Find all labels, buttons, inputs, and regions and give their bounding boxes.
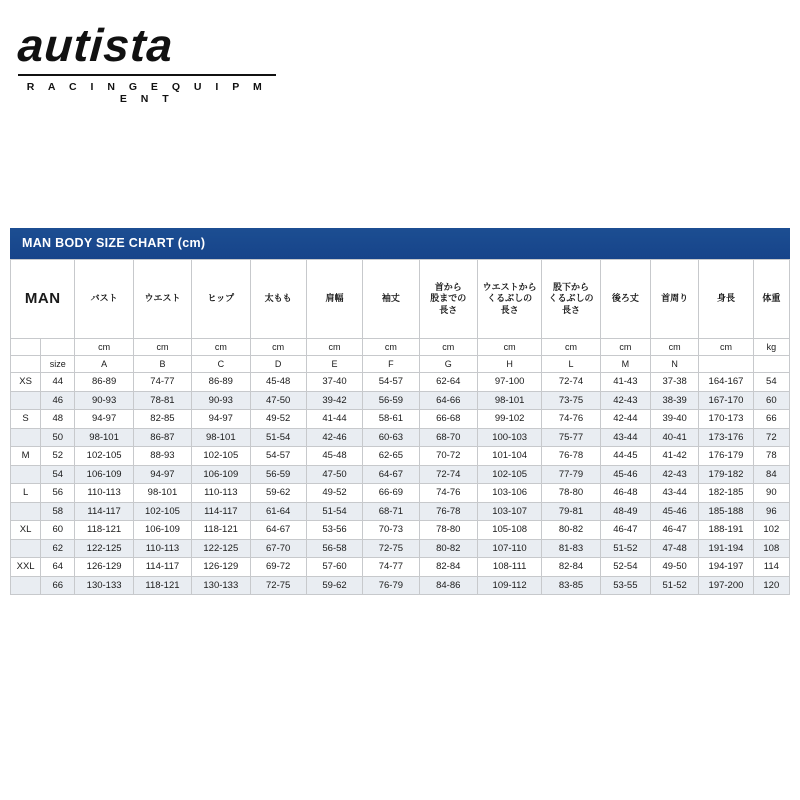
cell-col-6: 70-72 (419, 447, 477, 466)
size-label-cell: size (41, 356, 75, 373)
cell-col-8: 79-81 (542, 502, 600, 521)
cell-col-8: 80-82 (542, 521, 600, 540)
cell-col-1: 110-113 (133, 539, 191, 558)
cell-col-4: 56-58 (306, 539, 362, 558)
cell-col-3: 47-50 (250, 391, 306, 410)
cell-col-2: 86-89 (192, 373, 250, 392)
header-col-10: 首周り (651, 260, 699, 339)
table-row (11, 539, 790, 558)
cell-col-11: 191-194 (699, 539, 753, 558)
cell-col-8: 72-74 (542, 373, 600, 392)
unit-blank-1 (11, 339, 41, 356)
cell-col-8: 74-76 (542, 410, 600, 429)
cell-col-9: 53-55 (600, 576, 650, 595)
cell-col-6: 80-82 (419, 539, 477, 558)
cell-col-11: 197-200 (699, 576, 753, 595)
cell-col-0: 130-133 (75, 576, 133, 595)
cell-col-6: 68-70 (419, 428, 477, 447)
row-size-label (11, 465, 41, 484)
cell-col-4: 47-50 (306, 465, 362, 484)
cell-col-12: 108 (753, 539, 789, 558)
cell-col-7: 108-111 (477, 558, 541, 577)
row-size-label: S (11, 410, 41, 429)
cell-col-11: 176-179 (699, 447, 753, 466)
cell-col-12: 84 (753, 465, 789, 484)
header-col-11: 身長 (699, 260, 753, 339)
cell-col-2: 98-101 (192, 428, 250, 447)
cell-col-4: 39-42 (306, 391, 362, 410)
cell-col-12: 120 (753, 576, 789, 595)
table-row (11, 391, 790, 410)
table-header (11, 260, 790, 373)
cell-col-4: 37-40 (306, 373, 362, 392)
cell-col-10: 47-48 (651, 539, 699, 558)
header-col-7: ウエストから くるぶしの 長さ (477, 260, 541, 339)
cell-col-4: 49-52 (306, 484, 362, 503)
table-row (11, 428, 790, 447)
cell-col-1: 74-77 (133, 373, 191, 392)
header-col-5: 袖丈 (363, 260, 419, 339)
cell-col-3: 72-75 (250, 576, 306, 595)
cell-col-6: 66-68 (419, 410, 477, 429)
header-col-12: 体重 (753, 260, 789, 339)
cell-col-12: 72 (753, 428, 789, 447)
row-size-label (11, 391, 41, 410)
table-body (11, 373, 790, 595)
cell-col-10: 42-43 (651, 465, 699, 484)
cell-col-11: 170-173 (699, 410, 753, 429)
cell-col-1: 88-93 (133, 447, 191, 466)
row-size-number: 50 (41, 428, 75, 447)
cell-col-2: 90-93 (192, 391, 250, 410)
header-col-1: ウエスト (133, 260, 191, 339)
row-size-label: XL (11, 521, 41, 540)
cell-col-10: 43-44 (651, 484, 699, 503)
cell-col-0: 126-129 (75, 558, 133, 577)
cell-col-5: 68-71 (363, 502, 419, 521)
cell-col-6: 64-66 (419, 391, 477, 410)
header-col-0: バスト (75, 260, 133, 339)
table-row (11, 465, 790, 484)
cell-col-9: 43-44 (600, 428, 650, 447)
cell-col-7: 109-112 (477, 576, 541, 595)
cell-col-10: 49-50 (651, 558, 699, 577)
cell-col-7: 103-106 (477, 484, 541, 503)
letter-col-9: M (600, 356, 650, 373)
unit-col-4: cm (306, 339, 362, 356)
cell-col-2: 126-129 (192, 558, 250, 577)
header-col-8: 股下から くるぶしの 長さ (542, 260, 600, 339)
cell-col-3: 59-62 (250, 484, 306, 503)
brand-tagline: R A C I N G E Q U I P M E N T (26, 81, 268, 105)
cell-col-8: 77-79 (542, 465, 600, 484)
cell-col-6: 76-78 (419, 502, 477, 521)
unit-col-0: cm (75, 339, 133, 356)
cell-col-3: 64-67 (250, 521, 306, 540)
header-man: MAN (11, 260, 75, 339)
cell-col-5: 58-61 (363, 410, 419, 429)
row-size-label: L (11, 484, 41, 503)
cell-col-7: 102-105 (477, 465, 541, 484)
cell-col-12: 114 (753, 558, 789, 577)
row-size-number: 54 (41, 465, 75, 484)
table-row (11, 576, 790, 595)
letter-col-11 (699, 356, 753, 373)
cell-col-0: 118-121 (75, 521, 133, 540)
row-size-number: 66 (41, 576, 75, 595)
cell-col-1: 94-97 (133, 465, 191, 484)
header-row-letters (11, 356, 790, 373)
cell-col-8: 76-78 (542, 447, 600, 466)
brand-wordmark: autista (16, 19, 176, 71)
letter-col-4: E (306, 356, 362, 373)
row-size-number: 64 (41, 558, 75, 577)
cell-col-6: 72-74 (419, 465, 477, 484)
cell-col-5: 64-67 (363, 465, 419, 484)
cell-col-7: 99-102 (477, 410, 541, 429)
cell-col-10: 45-46 (651, 502, 699, 521)
cell-col-9: 52-54 (600, 558, 650, 577)
cell-col-0: 90-93 (75, 391, 133, 410)
row-size-label (11, 428, 41, 447)
cell-col-1: 106-109 (133, 521, 191, 540)
cell-col-2: 122-125 (192, 539, 250, 558)
row-size-label: XS (11, 373, 41, 392)
cell-col-2: 102-105 (192, 447, 250, 466)
unit-col-3: cm (250, 339, 306, 356)
cell-col-1: 98-101 (133, 484, 191, 503)
table-row (11, 521, 790, 540)
brand-logo (16, 19, 288, 105)
cell-col-3: 61-64 (250, 502, 306, 521)
header-row-labels (11, 260, 790, 339)
cell-col-7: 107-110 (477, 539, 541, 558)
letter-col-1: B (133, 356, 191, 373)
cell-col-7: 105-108 (477, 521, 541, 540)
cell-col-8: 75-77 (542, 428, 600, 447)
cell-col-7: 100-103 (477, 428, 541, 447)
cell-col-3: 67-70 (250, 539, 306, 558)
cell-col-4: 59-62 (306, 576, 362, 595)
row-size-label (11, 539, 41, 558)
table-row (11, 484, 790, 503)
cell-col-11: 167-170 (699, 391, 753, 410)
cell-col-4: 51-54 (306, 502, 362, 521)
cell-col-5: 54-57 (363, 373, 419, 392)
cell-col-1: 82-85 (133, 410, 191, 429)
cell-col-12: 78 (753, 447, 789, 466)
table-row (11, 558, 790, 577)
cell-col-8: 81-83 (542, 539, 600, 558)
cell-col-9: 41-43 (600, 373, 650, 392)
cell-col-7: 101-104 (477, 447, 541, 466)
unit-col-11: cm (699, 339, 753, 356)
size-chart-section (10, 228, 790, 595)
cell-col-0: 98-101 (75, 428, 133, 447)
cell-col-4: 42-46 (306, 428, 362, 447)
cell-col-9: 46-48 (600, 484, 650, 503)
cell-col-3: 51-54 (250, 428, 306, 447)
cell-col-5: 62-65 (363, 447, 419, 466)
cell-col-2: 114-117 (192, 502, 250, 521)
header-col-9: 後ろ丈 (600, 260, 650, 339)
unit-col-1: cm (133, 339, 191, 356)
logo-divider (18, 74, 276, 76)
cell-col-7: 97-100 (477, 373, 541, 392)
cell-col-4: 41-44 (306, 410, 362, 429)
cell-col-5: 60-63 (363, 428, 419, 447)
cell-col-12: 90 (753, 484, 789, 503)
cell-col-6: 78-80 (419, 521, 477, 540)
cell-col-5: 72-75 (363, 539, 419, 558)
header-col-6: 首から 股までの 長さ (419, 260, 477, 339)
cell-col-0: 106-109 (75, 465, 133, 484)
unit-col-10: cm (651, 339, 699, 356)
cell-col-3: 54-57 (250, 447, 306, 466)
cell-col-1: 102-105 (133, 502, 191, 521)
cell-col-0: 114-117 (75, 502, 133, 521)
table-row (11, 410, 790, 429)
cell-col-12: 54 (753, 373, 789, 392)
letter-col-8: L (542, 356, 600, 373)
row-size-label: M (11, 447, 41, 466)
row-size-number: 48 (41, 410, 75, 429)
cell-col-5: 66-69 (363, 484, 419, 503)
row-size-number: 58 (41, 502, 75, 521)
cell-col-1: 86-87 (133, 428, 191, 447)
cell-col-6: 74-76 (419, 484, 477, 503)
letter-col-10: N (651, 356, 699, 373)
unit-col-6: cm (419, 339, 477, 356)
unit-col-8: cm (542, 339, 600, 356)
cell-col-2: 110-113 (192, 484, 250, 503)
cell-col-10: 46-47 (651, 521, 699, 540)
cell-col-12: 60 (753, 391, 789, 410)
cell-col-3: 56-59 (250, 465, 306, 484)
letter-col-3: D (250, 356, 306, 373)
letter-col-5: F (363, 356, 419, 373)
cell-col-10: 37-38 (651, 373, 699, 392)
unit-blank-2 (41, 339, 75, 356)
size-chart-table (10, 259, 790, 595)
row-size-number: 44 (41, 373, 75, 392)
cell-col-10: 39-40 (651, 410, 699, 429)
cell-col-5: 70-73 (363, 521, 419, 540)
cell-col-11: 194-197 (699, 558, 753, 577)
cell-col-11: 164-167 (699, 373, 753, 392)
cell-col-5: 76-79 (363, 576, 419, 595)
cell-col-5: 56-59 (363, 391, 419, 410)
cell-col-9: 42-44 (600, 410, 650, 429)
letter-col-12 (753, 356, 789, 373)
cell-col-8: 83-85 (542, 576, 600, 595)
cell-col-9: 51-52 (600, 539, 650, 558)
row-size-number: 62 (41, 539, 75, 558)
letter-col-6: G (419, 356, 477, 373)
cell-col-0: 110-113 (75, 484, 133, 503)
cell-col-12: 102 (753, 521, 789, 540)
cell-col-4: 45-48 (306, 447, 362, 466)
cell-col-9: 46-47 (600, 521, 650, 540)
row-size-label (11, 576, 41, 595)
row-size-number: 56 (41, 484, 75, 503)
cell-col-9: 44-45 (600, 447, 650, 466)
row-size-number: 46 (41, 391, 75, 410)
cell-col-2: 118-121 (192, 521, 250, 540)
cell-col-0: 102-105 (75, 447, 133, 466)
cell-col-1: 118-121 (133, 576, 191, 595)
cell-col-2: 94-97 (192, 410, 250, 429)
cell-col-4: 57-60 (306, 558, 362, 577)
cell-col-4: 53-56 (306, 521, 362, 540)
header-col-3: 太もも (250, 260, 306, 339)
cell-col-6: 62-64 (419, 373, 477, 392)
cell-col-6: 82-84 (419, 558, 477, 577)
letter-col-7: H (477, 356, 541, 373)
cell-col-9: 48-49 (600, 502, 650, 521)
cell-col-5: 74-77 (363, 558, 419, 577)
cell-col-3: 69-72 (250, 558, 306, 577)
cell-col-12: 66 (753, 410, 789, 429)
cell-col-0: 122-125 (75, 539, 133, 558)
unit-col-9: cm (600, 339, 650, 356)
row-size-label: XXL (11, 558, 41, 577)
cell-col-10: 40-41 (651, 428, 699, 447)
cell-col-11: 179-182 (699, 465, 753, 484)
cell-col-1: 78-81 (133, 391, 191, 410)
cell-col-6: 84-86 (419, 576, 477, 595)
cell-col-9: 42-43 (600, 391, 650, 410)
header-row-units (11, 339, 790, 356)
cell-col-9: 45-46 (600, 465, 650, 484)
unit-col-7: cm (477, 339, 541, 356)
table-row (11, 447, 790, 466)
unit-col-2: cm (192, 339, 250, 356)
row-size-number: 60 (41, 521, 75, 540)
unit-col-5: cm (363, 339, 419, 356)
cell-col-10: 51-52 (651, 576, 699, 595)
cell-col-11: 173-176 (699, 428, 753, 447)
cell-col-8: 73-75 (542, 391, 600, 410)
header-col-2: ヒップ (192, 260, 250, 339)
cell-col-12: 96 (753, 502, 789, 521)
cell-col-10: 38-39 (651, 391, 699, 410)
table-row (11, 502, 790, 521)
cell-col-11: 185-188 (699, 502, 753, 521)
cell-col-3: 45-48 (250, 373, 306, 392)
header-col-4: 肩幅 (306, 260, 362, 339)
cell-col-11: 188-191 (699, 521, 753, 540)
cell-col-1: 114-117 (133, 558, 191, 577)
table-row (11, 373, 790, 392)
cell-col-2: 130-133 (192, 576, 250, 595)
cell-col-11: 182-185 (699, 484, 753, 503)
cell-col-0: 94-97 (75, 410, 133, 429)
cell-col-8: 78-80 (542, 484, 600, 503)
cell-col-7: 103-107 (477, 502, 541, 521)
row-size-number: 52 (41, 447, 75, 466)
cell-col-8: 82-84 (542, 558, 600, 577)
letter-blank-1 (11, 356, 41, 373)
row-size-label (11, 502, 41, 521)
letter-col-2: C (192, 356, 250, 373)
letter-col-0: A (75, 356, 133, 373)
chart-title: MAN BODY SIZE CHART (cm) (10, 228, 790, 259)
cell-col-7: 98-101 (477, 391, 541, 410)
cell-col-0: 86-89 (75, 373, 133, 392)
cell-col-3: 49-52 (250, 410, 306, 429)
unit-col-12: kg (753, 339, 789, 356)
cell-col-10: 41-42 (651, 447, 699, 466)
cell-col-2: 106-109 (192, 465, 250, 484)
